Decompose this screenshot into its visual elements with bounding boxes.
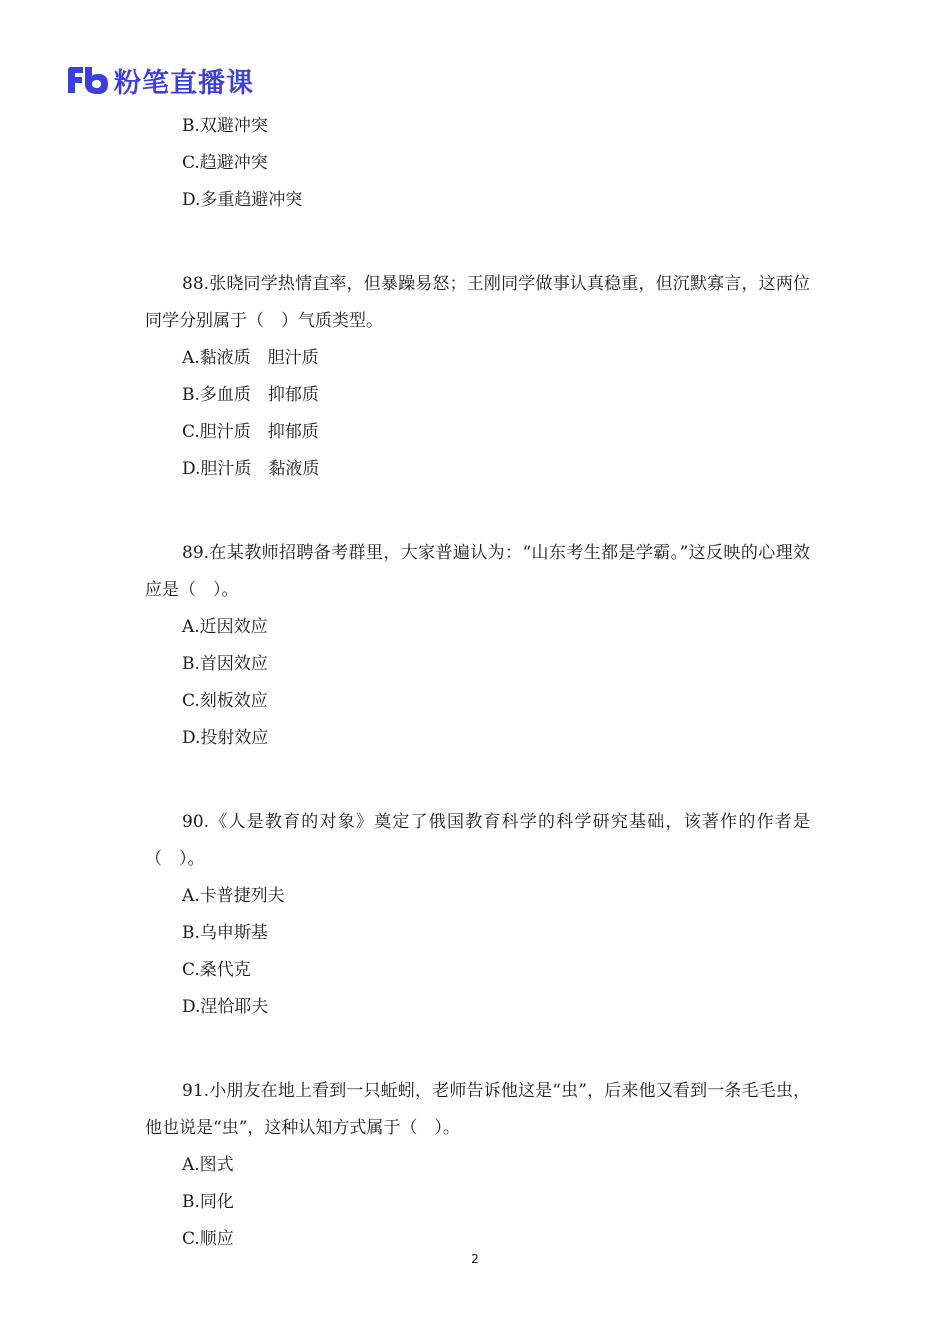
option-d: D.投射效应 [182,728,269,748]
option-b: B.多血质 抑郁质 [182,385,319,405]
option-b: B.乌申斯基 [182,923,268,943]
question-stem: 88.张晓同学热情直率，但暴躁易怒；王刚同学做事认真稳重，但沉默寡言，这两位同学分别属于（ ）气质类型。 [145,274,810,331]
question-stem: 89.在某教师招聘备考群里，大家普遍认为：“山东考生都是学霸。”这反映的心理效应是（ ）。 [145,543,810,600]
question-89 [145,535,810,757]
option-a: A.图式 [182,1155,234,1175]
option-b: B.首因效应 [182,654,268,674]
option-b: B.双避冲突 [182,116,268,136]
header [66,60,254,100]
option-a: A.近因效应 [182,617,268,637]
option-a: A.黏液质 胆汁质 [182,348,319,368]
carryover-options [145,108,810,219]
option-d: D.胆汁质 黏液质 [182,459,320,479]
option-a: A.卡普捷列夫 [182,886,285,906]
option-c: C.桑代克 [182,960,251,980]
question-content [145,108,810,1258]
page-number: 2 [471,1252,479,1266]
question-88 [145,266,810,488]
question-stem: 91.小朋友在地上看到一只蚯蚓，老师告诉他这是“虫”，后来他又看到一条毛毛虫，他也说是“虫”，这种认知方式属于（ ）。 [145,1081,810,1138]
option-c: C.顺应 [182,1229,234,1249]
option-c: C.胆汁质 抑郁质 [182,422,319,442]
option-c: C.趋避冲突 [182,153,268,173]
option-c: C.刻板效应 [182,691,268,711]
question-stem: 90.《人是教育的对象》奠定了俄国教育科学的科学研究基础，该著作的作者是（ ）。 [145,812,810,869]
option-b: B.同化 [182,1192,234,1212]
question-90 [145,804,810,1026]
option-d: D.涅恰耶夫 [182,997,269,1017]
question-91 [145,1073,810,1258]
brand-logo-text: 粉笔直播课 [114,67,254,99]
fb-logo-icon [66,64,110,96]
option-d: D.多重趋避冲突 [182,190,303,210]
